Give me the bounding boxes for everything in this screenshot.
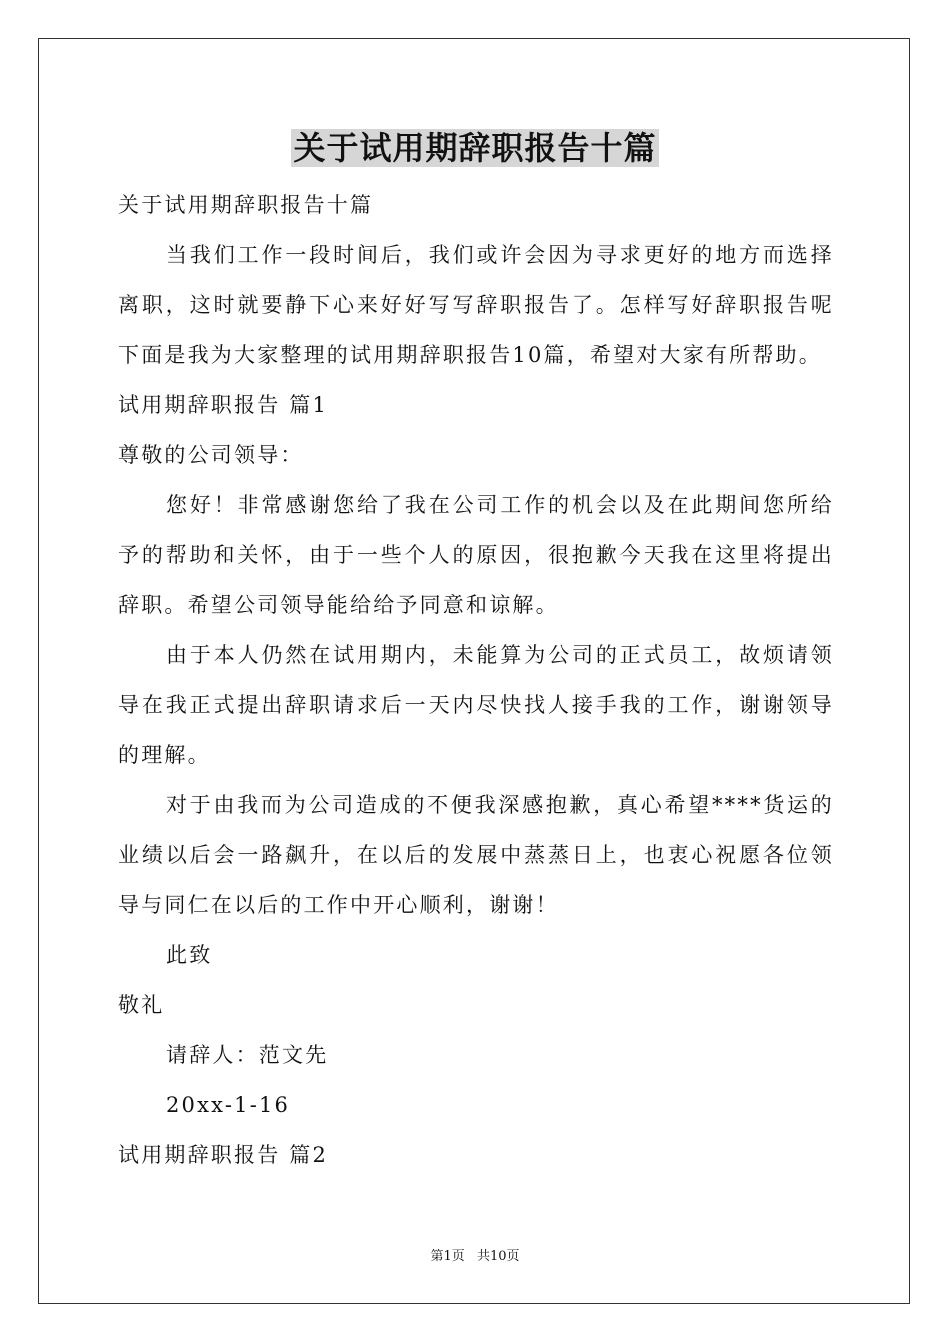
closing-line-1: 此致 bbox=[166, 943, 213, 967]
date: 20xx-1-16 bbox=[166, 1093, 291, 1117]
subtitle: 关于试用期辞职报告十篇 bbox=[118, 193, 374, 217]
closing-line-2: 敬礼 bbox=[118, 993, 165, 1017]
document-title-wrapper bbox=[0, 126, 950, 170]
page-total: 共10页 bbox=[476, 1249, 520, 1264]
document-body bbox=[118, 180, 834, 1180]
page-number: 第1页 bbox=[430, 1249, 465, 1264]
section-heading-2: 试用期辞职报告 篇2 bbox=[118, 1143, 329, 1167]
body-paragraph-2: 由于本人仍然在试用期内，未能算为公司的正式员工，故烦请领导在我正式提出辞职请求后一天内尽快找人接手我的工作，谢谢领导的理解。 bbox=[118, 643, 834, 767]
body-paragraph-3: 对于由我而为公司造成的不便我深感抱歉，真心希望****货运的业绩以后会一路飙升，在以后的发展中蒸蒸日上，也衷心祝愿各位领导与同仁在以后的工作中开心顺利，谢谢！ bbox=[118, 793, 834, 917]
page-footer bbox=[0, 1248, 950, 1266]
body-paragraph-1: 您好！非常感谢您给了我在公司工作的机会以及在此期间您所给予的帮助和关怀，由于一些个人的原因，很抱歉今天我在这里将提出辞职。希望公司领导能给给予同意和谅解。 bbox=[118, 493, 834, 617]
signer: 请辞人：范文先 bbox=[166, 1043, 329, 1067]
section-heading-1: 试用期辞职报告 篇1 bbox=[118, 393, 329, 417]
salutation: 尊敬的公司领导： bbox=[118, 443, 304, 467]
intro-paragraph: 当我们工作一段时间后，我们或许会因为寻求更好的地方而选择离职，这时就要静下心来好好写写辞职报告了。怎样写好辞职报告呢下面是我为大家整理的试用期辞职报告10篇，希望对大家有所帮助。 bbox=[118, 243, 834, 367]
document-title: 关于试用期辞职报告十篇 bbox=[293, 129, 657, 167]
